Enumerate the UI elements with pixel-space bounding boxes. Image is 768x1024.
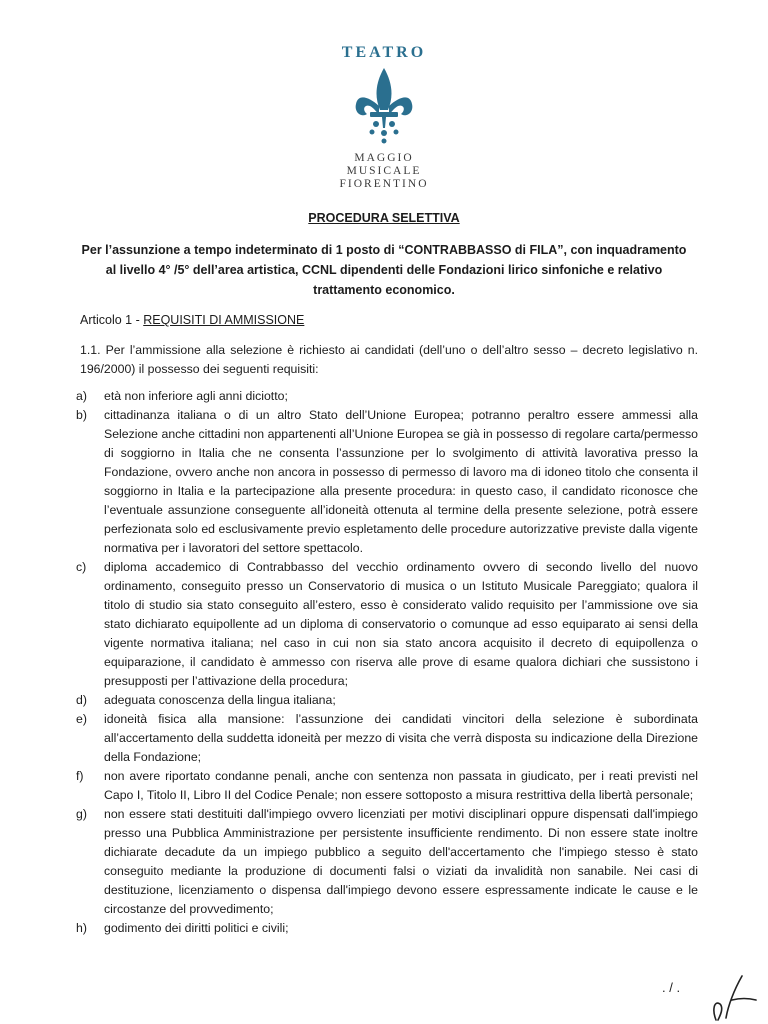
item-label: b) xyxy=(76,408,87,422)
list-item xyxy=(76,919,698,938)
signature-initials xyxy=(708,970,760,1024)
list-item xyxy=(76,767,698,805)
article-heading xyxy=(80,313,304,327)
item-text: idoneità fisica alla mansione: l’assunzione dei candidati vincitori della selezione è subordinata all’accertamento della suddetta idoneità per mezzo di visita che verrà disposta su indicazione della Direzione della Fondazione; xyxy=(104,712,698,764)
list-item xyxy=(76,805,698,919)
logo-musicale: MUSICALE xyxy=(346,165,422,177)
page-continuation-mark: . / . xyxy=(662,980,681,995)
logo-maggio: MAGGIO xyxy=(354,152,414,164)
item-label: g) xyxy=(76,807,87,821)
article-number: Articolo 1 - xyxy=(80,313,144,327)
item-text: godimento dei diritti politici e civili; xyxy=(104,921,289,935)
item-text: cittadinanza italiana o di un altro Stato dell’Unione Europea; potranno peraltro essere ammessi alla Selezione anche cittadini non appartenenti all’Unione Europea se già in possesso di regolare carta/permesso di soggiorno in Italia che ne consenta l’assunzione per lo svolgimento di attività lavorativa presso la Fondazione, ovvero anche non ancora in possesso di permesso di lavoro ma di idoneo titolo che consenta il soggiorno in Italia e la partecipazione alla presente procedura: in questo caso, il candidato riconosce che l’eventuale assunzione conseguente all’idoneità ottenuta al termine della presente selezione, potrà essere perfezionata solo ed esclusivamente previo espletamento delle procedure autorizzative previste dalla vigente normativa per i lavoratori del settore spettacolo. xyxy=(104,408,698,555)
list-item xyxy=(76,691,698,710)
logo-fiorentino: FIORENTINO xyxy=(339,178,429,190)
item-text: non essere stati destituiti dall'impiego ovvero licenziati per motivi disciplinari oppure dispensati dall'impiego presso una Pubblica Amministrazione per persistente insufficiente rendimento. Di non essere state inoltre dichiarate decadute da un impiego pubblico a seguito dell'accertamento che l'impiego stesso è stato conseguito mediante la produzione di documenti falsi o viziati da invalidità non sanabile. Nei casi di destituzione, licenziamento o dispensa dall'impiego devono essere espressamente indicate le cause e le circostanze del provvedimento; xyxy=(104,807,698,916)
procedure-subtitle: Per l’assunzione a tempo indeterminato di 1 posto di “CONTRABBASSO di FILA”, con inquadramento al livello 4° /5° dell’area artistica, CCNL dipendenti delle Fondazioni lirico sinfoniche e relativo trattamento economico. xyxy=(81,243,687,297)
item-text: diploma accademico di Contrabbasso del vecchio ordinamento ovvero di secondo livello del nuovo ordinamento, conseguito presso un Conservatorio di musica o un Istituto Musicale Pareggiato; qualora il titolo di studio sia stato conseguito all’estero, esso è considerato valido requisito per l’ammissione ove sia stato dichiarato equipollente ad un diploma di conservatorio o comunque ad esso equiparato ai sensi della vigente normativa italiana; nel caso in cui non sia stato ancora acquisito il decreto di equipollenza o equiparazione, il candidato è ammesso con riserva alle prove di esame qualora dichiari che sussistono i presupposti per l’attivazione della procedura; xyxy=(104,560,698,688)
requirements-list xyxy=(76,387,698,938)
list-item xyxy=(76,406,698,558)
item-label: h) xyxy=(76,921,87,935)
list-item xyxy=(76,710,698,767)
logo-teatro: TEATRO xyxy=(341,44,427,61)
item-label: e) xyxy=(76,712,87,726)
theatre-logo xyxy=(0,44,768,191)
list-item xyxy=(76,558,698,691)
fleur-de-lis-icon xyxy=(352,66,416,150)
item-text: adeguata conoscenza della lingua italiana; xyxy=(104,693,336,707)
item-label: a) xyxy=(76,389,87,403)
list-item xyxy=(76,387,698,406)
item-text: non avere riportato condanne penali, anche con sentenza non passata in giudicato, per i reati previsti nel Capo I, Titolo II, Libro II del Codice Penale; non essere sottoposto a misura restrittiva della libertà personale; xyxy=(104,769,698,802)
item-text: età non inferiore agli anni diciotto; xyxy=(104,389,288,403)
procedure-title: PROCEDURA SELETTIVA xyxy=(308,211,460,225)
item-label: c) xyxy=(76,560,87,574)
item-label: f) xyxy=(76,769,84,783)
item-label: d) xyxy=(76,693,87,707)
article-title: REQUISITI DI AMMISSIONE xyxy=(143,313,305,327)
intro-paragraph: 1.1. Per l’ammissione alla selezione è richiesto ai candidati (dell’uno o dell’altro sesso – decreto legislativo n. 196/2000) il possesso dei seguenti requisiti: xyxy=(80,343,698,376)
